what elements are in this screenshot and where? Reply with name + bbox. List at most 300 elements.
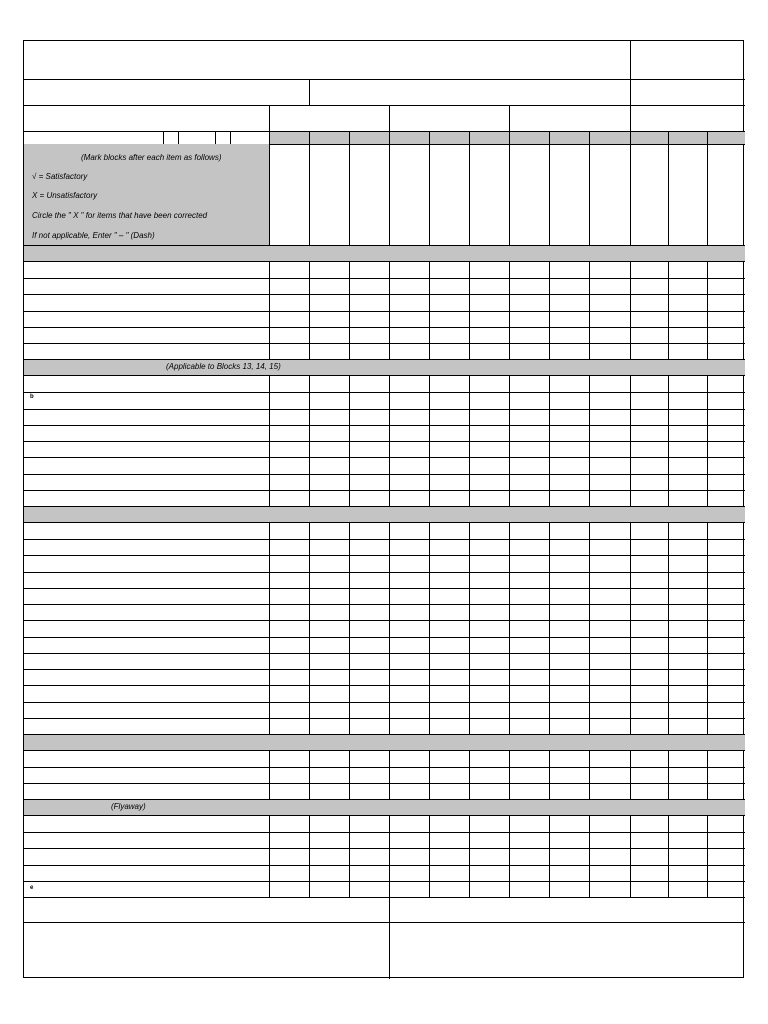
mark-cell[interactable] xyxy=(630,653,668,669)
mark-cell[interactable] xyxy=(589,848,630,864)
mark-cell[interactable] xyxy=(429,718,469,734)
mark-cell[interactable] xyxy=(707,685,745,701)
mark-cell[interactable] xyxy=(668,767,707,783)
mark-cell[interactable] xyxy=(509,881,549,897)
mark-cell[interactable] xyxy=(630,278,668,294)
mark-cell[interactable] xyxy=(349,392,389,408)
mark-cell[interactable] xyxy=(589,816,630,832)
mark-cell[interactable] xyxy=(549,865,589,881)
mark-cell[interactable] xyxy=(429,620,469,636)
mark-cell[interactable] xyxy=(389,311,429,327)
mark-cell[interactable] xyxy=(509,490,549,506)
mark-cell[interactable] xyxy=(389,425,429,441)
mark-cell[interactable] xyxy=(549,637,589,653)
mark-cell[interactable] xyxy=(630,783,668,799)
mark-cell[interactable] xyxy=(269,702,309,718)
mark-cell[interactable] xyxy=(349,311,389,327)
mark-cell[interactable] xyxy=(630,457,668,473)
mark-cell[interactable] xyxy=(509,425,549,441)
mark-cell[interactable] xyxy=(549,425,589,441)
mark-cell[interactable] xyxy=(269,620,309,636)
mark-cell[interactable] xyxy=(429,865,469,881)
mark-cell[interactable] xyxy=(389,653,429,669)
mark-cell[interactable] xyxy=(668,881,707,897)
mark-cell[interactable] xyxy=(707,376,745,392)
mark-cell[interactable] xyxy=(668,555,707,571)
mark-cell[interactable] xyxy=(429,474,469,490)
mark-cell[interactable] xyxy=(630,669,668,685)
mark-cell[interactable] xyxy=(707,881,745,897)
mark-cell[interactable] xyxy=(349,294,389,310)
mark-cell[interactable] xyxy=(509,653,549,669)
mark-cell[interactable] xyxy=(549,881,589,897)
mark-cell[interactable] xyxy=(309,637,349,653)
mark-cell[interactable] xyxy=(509,441,549,457)
mark-cell[interactable] xyxy=(269,474,309,490)
mark-cell[interactable] xyxy=(668,588,707,604)
mark-cell[interactable] xyxy=(469,865,509,881)
mark-cell[interactable] xyxy=(469,376,509,392)
mark-cell[interactable] xyxy=(269,376,309,392)
mark-cell[interactable] xyxy=(668,262,707,278)
mark-cell[interactable] xyxy=(469,425,509,441)
mark-cell[interactable] xyxy=(549,832,589,848)
mark-cell[interactable] xyxy=(630,425,668,441)
mark-cell[interactable] xyxy=(469,343,509,359)
mark-cell[interactable] xyxy=(549,376,589,392)
mark-cell[interactable] xyxy=(349,490,389,506)
mark-cell[interactable] xyxy=(469,588,509,604)
mark-cell[interactable] xyxy=(589,767,630,783)
mark-cell[interactable] xyxy=(630,588,668,604)
mark-cell[interactable] xyxy=(309,343,349,359)
mark-cell[interactable] xyxy=(469,718,509,734)
mark-cell[interactable] xyxy=(630,392,668,408)
mark-cell[interactable] xyxy=(309,588,349,604)
mark-cell[interactable] xyxy=(389,685,429,701)
mark-cell[interactable] xyxy=(349,751,389,767)
mark-cell[interactable] xyxy=(589,669,630,685)
mark-cell[interactable] xyxy=(429,441,469,457)
mark-cell[interactable] xyxy=(349,604,389,620)
mark-cell[interactable] xyxy=(349,718,389,734)
mark-cell[interactable] xyxy=(668,669,707,685)
mark-cell[interactable] xyxy=(469,848,509,864)
mark-cell[interactable] xyxy=(349,523,389,539)
footer-field-left-top[interactable] xyxy=(24,897,389,922)
mark-cell[interactable] xyxy=(707,718,745,734)
mark-cell[interactable] xyxy=(469,311,509,327)
mark-cell[interactable] xyxy=(668,294,707,310)
mark-cell[interactable] xyxy=(469,751,509,767)
mark-cell[interactable] xyxy=(469,620,509,636)
mark-cell[interactable] xyxy=(469,685,509,701)
mark-cell[interactable] xyxy=(469,441,509,457)
mark-cell[interactable] xyxy=(589,523,630,539)
mark-cell[interactable] xyxy=(429,409,469,425)
mark-cell[interactable] xyxy=(469,783,509,799)
mark-cell[interactable] xyxy=(630,294,668,310)
mark-cell[interactable] xyxy=(389,409,429,425)
mark-cell[interactable] xyxy=(469,702,509,718)
mark-cell[interactable] xyxy=(668,816,707,832)
mark-cell[interactable] xyxy=(707,392,745,408)
mark-cell[interactable] xyxy=(469,604,509,620)
mark-cell[interactable] xyxy=(309,881,349,897)
mark-cell[interactable] xyxy=(668,343,707,359)
mark-cell[interactable] xyxy=(429,523,469,539)
mark-cell[interactable] xyxy=(589,572,630,588)
mark-cell[interactable] xyxy=(668,523,707,539)
mark-cell[interactable] xyxy=(269,523,309,539)
mark-cell[interactable] xyxy=(589,376,630,392)
mark-cell[interactable] xyxy=(549,262,589,278)
mark-cell[interactable] xyxy=(349,881,389,897)
mark-cell[interactable] xyxy=(668,604,707,620)
mark-cell[interactable] xyxy=(549,669,589,685)
mark-cell[interactable] xyxy=(349,669,389,685)
mark-cell[interactable] xyxy=(549,816,589,832)
mark-cell[interactable] xyxy=(349,767,389,783)
mark-cell[interactable] xyxy=(389,441,429,457)
mark-cell[interactable] xyxy=(269,865,309,881)
mark-cell[interactable] xyxy=(589,278,630,294)
mark-cell[interactable] xyxy=(630,572,668,588)
mark-cell[interactable] xyxy=(589,490,630,506)
mark-cell[interactable] xyxy=(389,572,429,588)
mark-cell[interactable] xyxy=(389,718,429,734)
mark-cell[interactable] xyxy=(349,816,389,832)
mark-cell[interactable] xyxy=(509,604,549,620)
mark-cell[interactable] xyxy=(549,620,589,636)
mark-cell[interactable] xyxy=(707,702,745,718)
mark-cell[interactable] xyxy=(389,620,429,636)
mark-cell[interactable] xyxy=(349,376,389,392)
mark-cell[interactable] xyxy=(469,392,509,408)
mark-cell[interactable] xyxy=(389,555,429,571)
mark-cell[interactable] xyxy=(707,816,745,832)
mark-cell[interactable] xyxy=(549,751,589,767)
mark-cell[interactable] xyxy=(707,572,745,588)
mark-cell[interactable] xyxy=(707,262,745,278)
mark-cell[interactable] xyxy=(349,783,389,799)
mark-cell[interactable] xyxy=(630,523,668,539)
mark-cell[interactable] xyxy=(707,457,745,473)
mark-cell[interactable] xyxy=(309,490,349,506)
mark-cell[interactable] xyxy=(349,555,389,571)
mark-cell[interactable] xyxy=(668,539,707,555)
mark-cell[interactable] xyxy=(549,588,589,604)
mark-cell[interactable] xyxy=(549,490,589,506)
mark-cell[interactable] xyxy=(668,425,707,441)
mark-cell[interactable] xyxy=(429,343,469,359)
mark-cell[interactable] xyxy=(509,457,549,473)
mark-cell[interactable] xyxy=(349,848,389,864)
mark-cell[interactable] xyxy=(389,327,429,343)
mark-cell[interactable] xyxy=(589,539,630,555)
mark-cell[interactable] xyxy=(309,425,349,441)
mark-cell[interactable] xyxy=(469,523,509,539)
mark-cell[interactable] xyxy=(707,832,745,848)
mark-cell[interactable] xyxy=(509,555,549,571)
mark-cell[interactable] xyxy=(469,474,509,490)
mark-cell[interactable] xyxy=(509,539,549,555)
mark-cell[interactable] xyxy=(469,816,509,832)
mark-cell[interactable] xyxy=(549,311,589,327)
mark-cell[interactable] xyxy=(349,620,389,636)
mark-cell[interactable] xyxy=(389,865,429,881)
mark-cell[interactable] xyxy=(668,572,707,588)
mark-cell[interactable] xyxy=(429,653,469,669)
mark-cell[interactable] xyxy=(549,604,589,620)
mark-cell[interactable] xyxy=(668,392,707,408)
mark-cell[interactable] xyxy=(668,278,707,294)
mark-cell[interactable] xyxy=(269,653,309,669)
mark-cell[interactable] xyxy=(269,832,309,848)
mark-cell[interactable] xyxy=(589,620,630,636)
mark-cell[interactable] xyxy=(549,343,589,359)
mark-cell[interactable] xyxy=(349,457,389,473)
mark-cell[interactable] xyxy=(630,637,668,653)
mark-cell[interactable] xyxy=(509,637,549,653)
mark-cell[interactable] xyxy=(429,816,469,832)
footer-field-right[interactable] xyxy=(389,922,745,979)
mark-cell[interactable] xyxy=(389,278,429,294)
mark-cell[interactable] xyxy=(707,539,745,555)
mark-cell[interactable] xyxy=(549,523,589,539)
mark-cell[interactable] xyxy=(509,816,549,832)
mark-cell[interactable] xyxy=(309,767,349,783)
mark-cell[interactable] xyxy=(269,816,309,832)
mark-cell[interactable] xyxy=(269,767,309,783)
mark-cell[interactable] xyxy=(309,294,349,310)
mark-cell[interactable] xyxy=(549,783,589,799)
mark-cell[interactable] xyxy=(469,669,509,685)
mark-cell[interactable] xyxy=(630,832,668,848)
mark-cell[interactable] xyxy=(509,751,549,767)
mark-cell[interactable] xyxy=(429,832,469,848)
mark-cell[interactable] xyxy=(707,588,745,604)
mark-cell[interactable] xyxy=(630,865,668,881)
mark-cell[interactable] xyxy=(389,294,429,310)
mark-cell[interactable] xyxy=(389,343,429,359)
mark-cell[interactable] xyxy=(589,425,630,441)
mark-cell[interactable] xyxy=(269,278,309,294)
mark-cell[interactable] xyxy=(509,572,549,588)
mark-cell[interactable] xyxy=(389,262,429,278)
mark-cell[interactable] xyxy=(509,311,549,327)
mark-cell[interactable] xyxy=(707,278,745,294)
mark-cell[interactable] xyxy=(429,278,469,294)
mark-cell[interactable] xyxy=(589,474,630,490)
mark-cell[interactable] xyxy=(349,327,389,343)
mark-cell[interactable] xyxy=(549,572,589,588)
mark-cell[interactable] xyxy=(269,441,309,457)
mark-cell[interactable] xyxy=(309,572,349,588)
mark-cell[interactable] xyxy=(509,588,549,604)
mark-cell[interactable] xyxy=(509,376,549,392)
mark-cell[interactable] xyxy=(549,702,589,718)
mark-cell[interactable] xyxy=(707,327,745,343)
mark-cell[interactable] xyxy=(668,751,707,767)
mark-cell[interactable] xyxy=(668,376,707,392)
mark-cell[interactable] xyxy=(630,376,668,392)
mark-cell[interactable] xyxy=(549,653,589,669)
mark-cell[interactable] xyxy=(309,816,349,832)
mark-cell[interactable] xyxy=(707,604,745,620)
mark-cell[interactable] xyxy=(389,783,429,799)
mark-cell[interactable] xyxy=(589,294,630,310)
mark-cell[interactable] xyxy=(429,751,469,767)
mark-cell[interactable] xyxy=(509,523,549,539)
mark-cell[interactable] xyxy=(389,474,429,490)
mark-cell[interactable] xyxy=(389,490,429,506)
mark-cell[interactable] xyxy=(630,555,668,571)
mark-cell[interactable] xyxy=(509,262,549,278)
mark-cell[interactable] xyxy=(589,637,630,653)
mark-cell[interactable] xyxy=(309,718,349,734)
mark-cell[interactable] xyxy=(549,474,589,490)
mark-cell[interactable] xyxy=(707,474,745,490)
mark-cell[interactable] xyxy=(269,848,309,864)
mark-cell[interactable] xyxy=(630,490,668,506)
mark-cell[interactable] xyxy=(389,848,429,864)
mark-cell[interactable] xyxy=(707,848,745,864)
mark-cell[interactable] xyxy=(429,376,469,392)
mark-cell[interactable] xyxy=(589,457,630,473)
mark-cell[interactable] xyxy=(630,685,668,701)
mark-cell[interactable] xyxy=(589,343,630,359)
mark-cell[interactable] xyxy=(309,783,349,799)
mark-cell[interactable] xyxy=(509,685,549,701)
mark-cell[interactable] xyxy=(630,343,668,359)
mark-cell[interactable] xyxy=(389,637,429,653)
mark-cell[interactable] xyxy=(429,881,469,897)
mark-cell[interactable] xyxy=(630,751,668,767)
mark-cell[interactable] xyxy=(630,409,668,425)
mark-cell[interactable] xyxy=(309,409,349,425)
mark-cell[interactable] xyxy=(509,702,549,718)
mark-cell[interactable] xyxy=(349,409,389,425)
mark-cell[interactable] xyxy=(389,539,429,555)
mark-cell[interactable] xyxy=(509,848,549,864)
mark-cell[interactable] xyxy=(589,409,630,425)
mark-cell[interactable] xyxy=(429,294,469,310)
mark-cell[interactable] xyxy=(469,294,509,310)
mark-cell[interactable] xyxy=(589,588,630,604)
mark-cell[interactable] xyxy=(589,881,630,897)
mark-cell[interactable] xyxy=(309,441,349,457)
mark-cell[interactable] xyxy=(269,572,309,588)
mark-cell[interactable] xyxy=(309,555,349,571)
mark-cell[interactable] xyxy=(349,539,389,555)
mark-cell[interactable] xyxy=(707,783,745,799)
mark-cell[interactable] xyxy=(469,832,509,848)
mark-cell[interactable] xyxy=(589,702,630,718)
mark-cell[interactable] xyxy=(309,865,349,881)
mark-cell[interactable] xyxy=(389,751,429,767)
mark-cell[interactable] xyxy=(309,376,349,392)
mark-cell[interactable] xyxy=(469,409,509,425)
mark-cell[interactable] xyxy=(469,539,509,555)
mark-cell[interactable] xyxy=(469,767,509,783)
mark-cell[interactable] xyxy=(630,620,668,636)
mark-cell[interactable] xyxy=(707,865,745,881)
mark-cell[interactable] xyxy=(509,620,549,636)
mark-cell[interactable] xyxy=(349,865,389,881)
mark-cell[interactable] xyxy=(429,702,469,718)
mark-cell[interactable] xyxy=(630,441,668,457)
mark-cell[interactable] xyxy=(429,767,469,783)
mark-cell[interactable] xyxy=(349,572,389,588)
mark-cell[interactable] xyxy=(469,457,509,473)
mark-cell[interactable] xyxy=(309,604,349,620)
mark-cell[interactable] xyxy=(309,653,349,669)
mark-cell[interactable] xyxy=(469,490,509,506)
mark-cell[interactable] xyxy=(309,327,349,343)
mark-cell[interactable] xyxy=(349,441,389,457)
mark-cell[interactable] xyxy=(509,767,549,783)
mark-cell[interactable] xyxy=(630,604,668,620)
mark-cell[interactable] xyxy=(269,409,309,425)
mark-cell[interactable] xyxy=(630,474,668,490)
mark-cell[interactable] xyxy=(349,262,389,278)
mark-cell[interactable] xyxy=(509,783,549,799)
mark-cell[interactable] xyxy=(469,572,509,588)
mark-cell[interactable] xyxy=(509,669,549,685)
mark-cell[interactable] xyxy=(429,262,469,278)
mark-cell[interactable] xyxy=(469,637,509,653)
mark-cell[interactable] xyxy=(549,278,589,294)
mark-cell[interactable] xyxy=(389,523,429,539)
mark-cell[interactable] xyxy=(707,653,745,669)
mark-cell[interactable] xyxy=(389,669,429,685)
mark-cell[interactable] xyxy=(309,523,349,539)
mark-cell[interactable] xyxy=(269,343,309,359)
mark-cell[interactable] xyxy=(309,457,349,473)
mark-cell[interactable] xyxy=(589,311,630,327)
mark-cell[interactable] xyxy=(269,555,309,571)
mark-cell[interactable] xyxy=(707,425,745,441)
mark-cell[interactable] xyxy=(309,474,349,490)
mark-cell[interactable] xyxy=(707,343,745,359)
mark-cell[interactable] xyxy=(707,294,745,310)
mark-cell[interactable] xyxy=(469,555,509,571)
mark-cell[interactable] xyxy=(549,718,589,734)
mark-cell[interactable] xyxy=(309,620,349,636)
mark-cell[interactable] xyxy=(668,441,707,457)
mark-cell[interactable] xyxy=(707,441,745,457)
mark-cell[interactable] xyxy=(707,555,745,571)
mark-cell[interactable] xyxy=(389,604,429,620)
mark-cell[interactable] xyxy=(389,881,429,897)
mark-cell[interactable] xyxy=(389,588,429,604)
mark-cell[interactable] xyxy=(549,685,589,701)
mark-cell[interactable] xyxy=(630,718,668,734)
mark-cell[interactable] xyxy=(309,669,349,685)
mark-cell[interactable] xyxy=(309,311,349,327)
mark-cell[interactable] xyxy=(668,653,707,669)
mark-cell[interactable] xyxy=(269,311,309,327)
mark-cell[interactable] xyxy=(389,392,429,408)
mark-cell[interactable] xyxy=(469,881,509,897)
mark-cell[interactable] xyxy=(509,474,549,490)
mark-cell[interactable] xyxy=(589,751,630,767)
mark-cell[interactable] xyxy=(707,669,745,685)
mark-cell[interactable] xyxy=(668,490,707,506)
mark-cell[interactable] xyxy=(429,637,469,653)
mark-cell[interactable] xyxy=(707,311,745,327)
